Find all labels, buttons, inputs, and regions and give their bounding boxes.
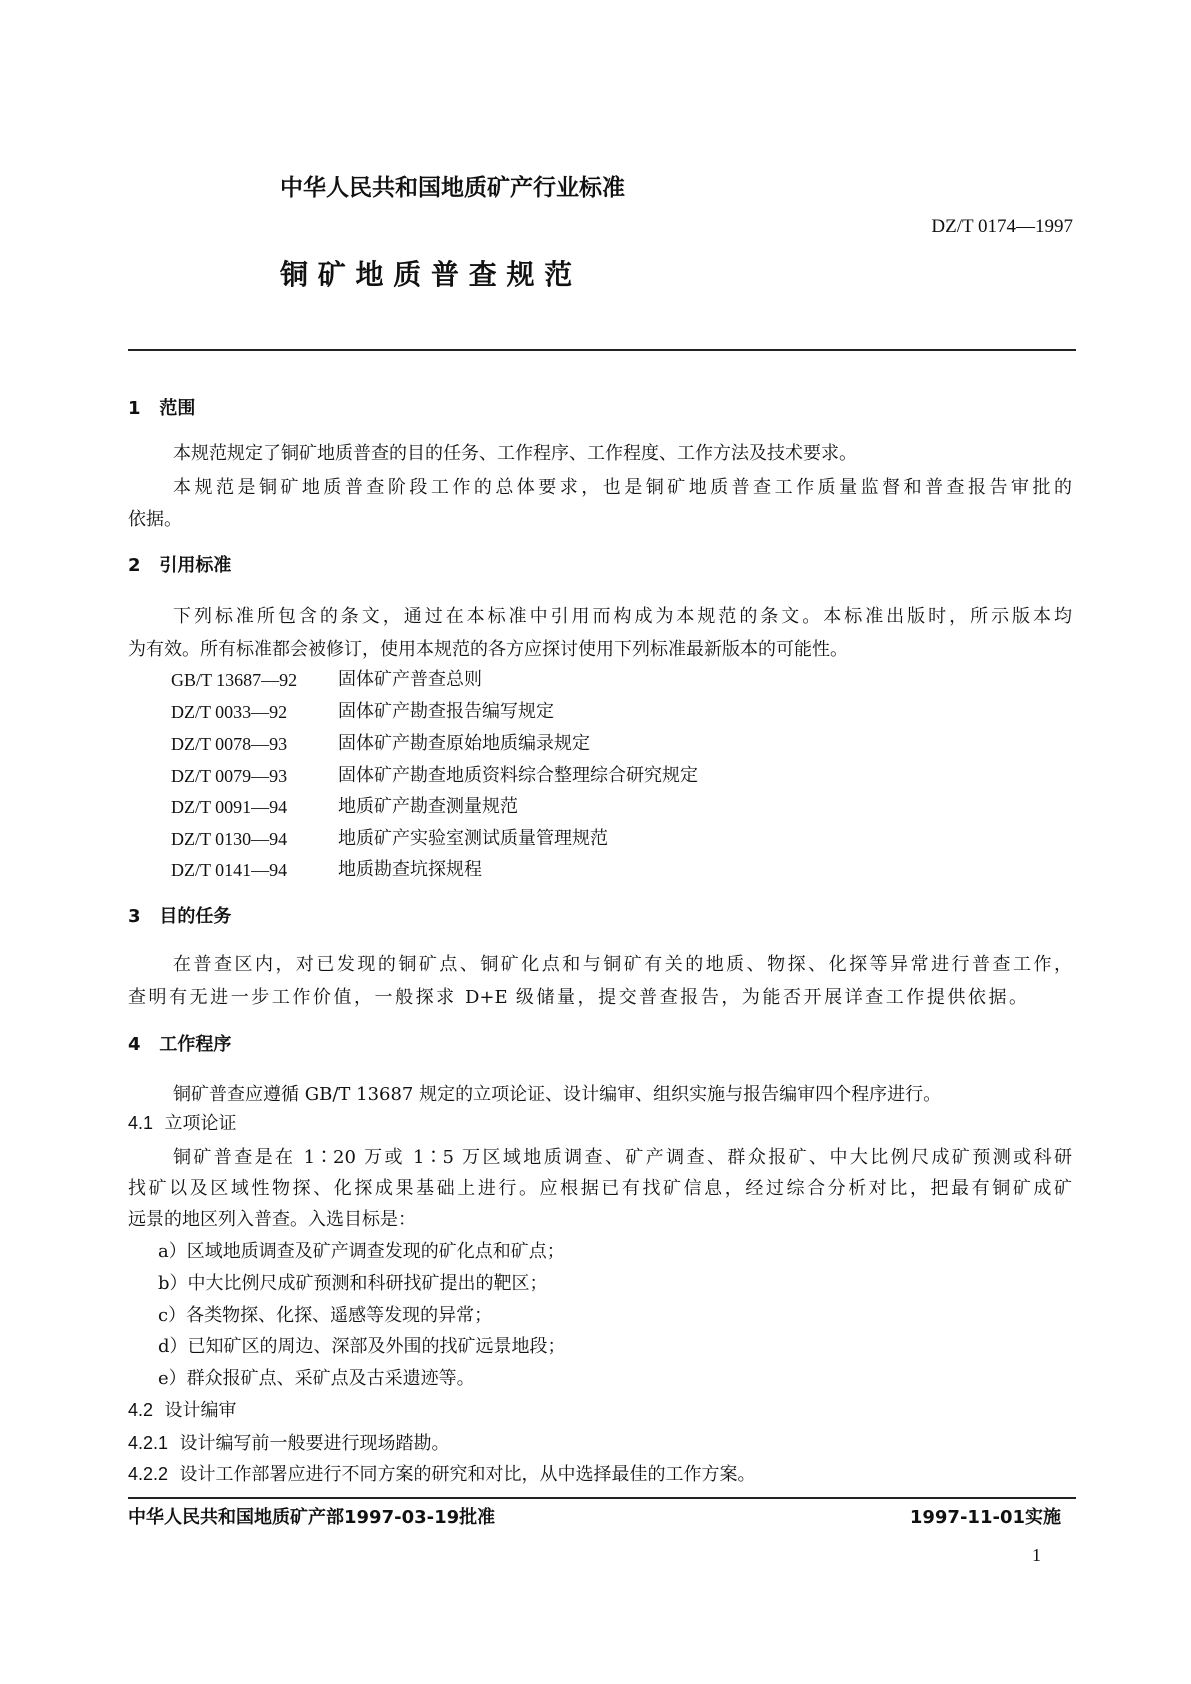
- section-title: 范围: [159, 398, 196, 419]
- effective-date: 1997-11-01实施: [909, 1507, 1061, 1528]
- section-number: 2: [128, 555, 141, 576]
- page-number: 1: [1032, 1545, 1041, 1565]
- subsection-number: 4.1: [128, 1113, 154, 1133]
- subsection-title: 设计编审: [164, 1400, 237, 1421]
- section-title: 工作程序: [159, 1034, 232, 1055]
- list-item: c）各类物探、化探、遥感等发现的异常；: [158, 1305, 493, 1326]
- reference-code: DZ/T 0033—92: [171, 702, 288, 722]
- paragraph: 依据。: [128, 509, 182, 530]
- approval-text: 中华人民共和国地质矿产部1997-03-19批准: [128, 1507, 496, 1528]
- reference-code: GB/T 13687—92: [171, 670, 298, 690]
- section-title: 引用标准: [159, 555, 232, 576]
- footer-rule: [128, 1497, 1076, 1499]
- header-rule: [128, 349, 1076, 351]
- clause-text: 设计工作部署应进行不同方案的研究和对比，从中选择最佳的工作方案。: [179, 1464, 756, 1485]
- section-number: 3: [128, 906, 141, 927]
- list-item: b）中大比例尺成矿预测和科研找矿提出的靶区；: [158, 1273, 548, 1294]
- paragraph: 本规范是铜矿地质普查阶段工作的总体要求，也是铜矿地质普查工作质量监督和普查报告审批的: [173, 477, 1072, 498]
- list-item: a）区域地质调查及矿产调查发现的矿化点和矿点；: [158, 1241, 565, 1262]
- section-title: 目的任务: [159, 906, 232, 927]
- paragraph: 铜矿普查是在 1∶20 万或 1∶5 万区域地质调查、矿产调查、群众报矿、中大比例尺成矿预测或科研: [173, 1147, 1072, 1168]
- reference-title: 固体矿产勘查原始地质编录规定: [338, 733, 590, 754]
- reference-code: DZ/T 0079—93: [171, 766, 288, 786]
- reference-code: DZ/T 0078—93: [171, 734, 288, 754]
- reference-title: 地质勘查坑探规程: [338, 859, 482, 880]
- paragraph: 为有效。所有标准都会被修订，使用本规范的各方应探讨使用下列标准最新版本的可能性。: [128, 639, 848, 660]
- section-number: 1: [128, 398, 141, 419]
- subsection-number: 4.2: [128, 1400, 154, 1420]
- paragraph: 铜矿普查应遵循 GB/T 13687 规定的立项论证、设计编审、组织实施与报告编审四个程序进行。: [173, 1084, 942, 1105]
- reference-title: 固体矿产勘查地质资料综合整理综合研究规定: [338, 765, 698, 786]
- reference-title: 固体矿产普查总则: [338, 669, 482, 690]
- document-title: 铜 矿 地 质 普 查 规 范: [280, 258, 573, 291]
- section-number: 4: [128, 1034, 141, 1055]
- reference-code: DZ/T 0141—94: [171, 860, 288, 880]
- list-item: e）群众报矿点、采矿点及古采遗迹等。: [158, 1368, 475, 1389]
- clause-text: 设计编写前一般要进行现场踏勘。: [179, 1433, 450, 1454]
- paragraph: 在普查区内，对已发现的铜矿点、铜矿化点和与铜矿有关的地质、物探、化探等异常进行普查工作，: [173, 954, 1072, 975]
- reference-code: DZ/T 0130—94: [171, 829, 288, 849]
- standard-code: DZ/T 0174—1997: [931, 216, 1073, 237]
- paragraph: 下列标准所包含的条文，通过在本标准中引用而构成为本规范的条文。本标准出版时，所示版本均: [173, 606, 1072, 627]
- clause-number: 4.2.1: [128, 1433, 169, 1453]
- reference-code: DZ/T 0091—94: [171, 797, 288, 817]
- reference-title: 地质矿产勘查测量规范: [338, 796, 518, 817]
- org-title: 中华人民共和国地质矿产行业标准: [280, 175, 625, 201]
- reference-title: 地质矿产实验室测试质量管理规范: [338, 828, 608, 849]
- subsection-title: 立项论证: [164, 1113, 237, 1134]
- paragraph: 本规范规定了铜矿地质普查的目的任务、工作程序、工作程度、工作方法及技术要求。: [173, 443, 857, 464]
- paragraph: 远景的地区列入普查。入选目标是：: [128, 1209, 416, 1230]
- list-item: d）已知矿区的周边、深部及外围的找矿远景地段；: [158, 1336, 566, 1357]
- paragraph: 查明有无进一步工作价值，一般探求 D+E 级储量，提交普查报告，为能否开展详查工作提供依据。: [128, 987, 1027, 1008]
- paragraph: 找矿以及区域性物探、化探成果基础上进行。应根据已有找矿信息，经过综合分析对比，把最有铜矿成矿: [128, 1178, 1072, 1199]
- clause-number: 4.2.2: [128, 1464, 169, 1484]
- reference-title: 固体矿产勘查报告编写规定: [338, 701, 554, 722]
